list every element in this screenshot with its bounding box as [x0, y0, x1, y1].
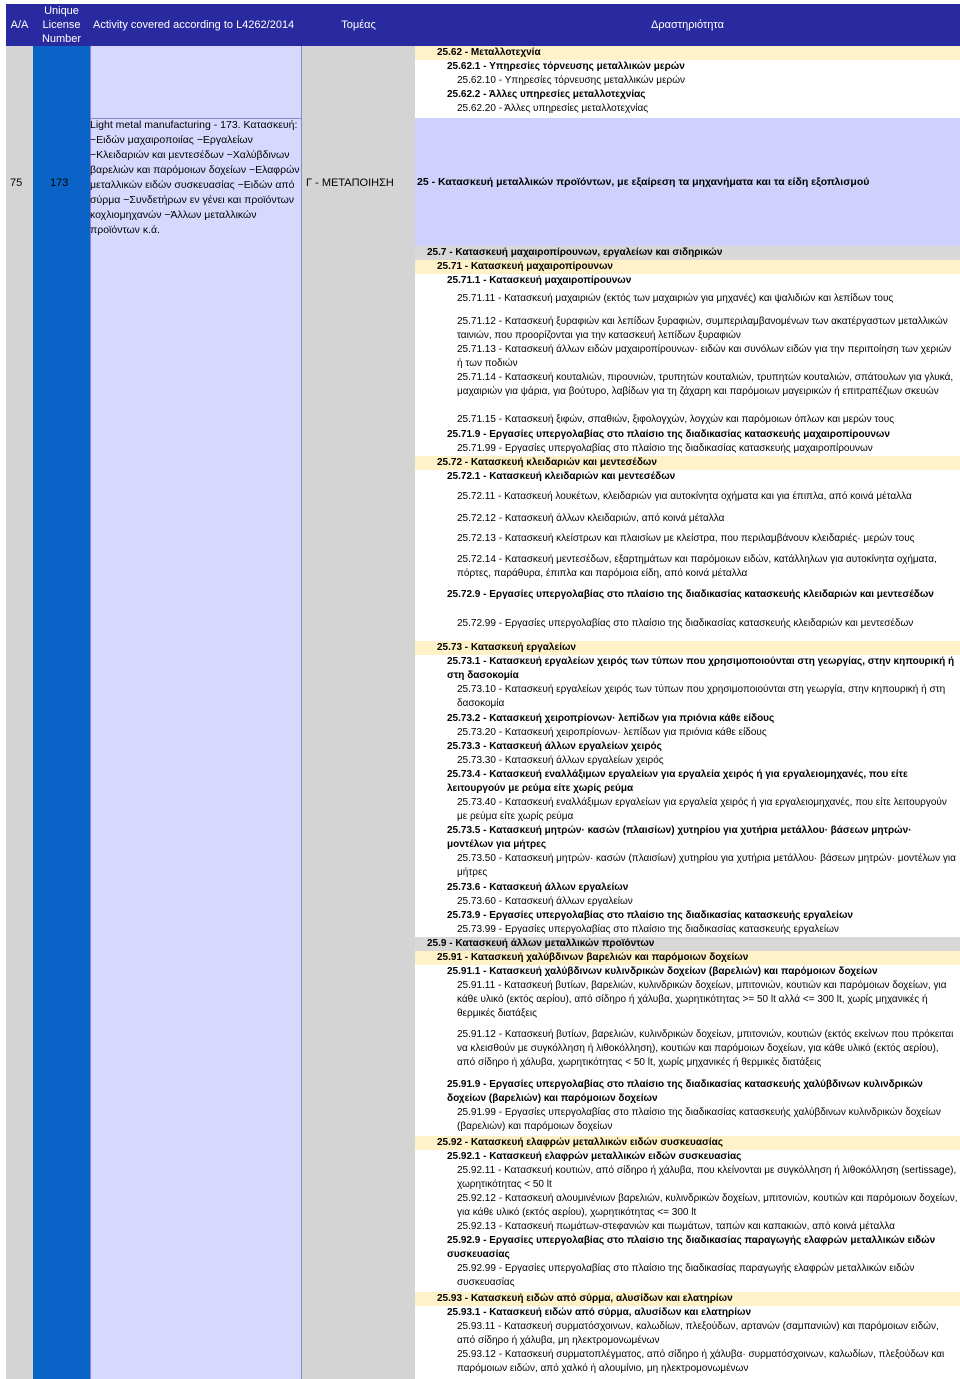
activity-item: 25.62.20 - Άλλες υπηρεσίες μεταλλοτεχνίας — [457, 103, 649, 114]
activity-item: 25.92.1 - Κατασκευή ελαφρών μεταλλικών ειδών συσκευασίας — [447, 1151, 742, 1162]
activity-item: 25.92.11 - Κατασκευή κουτιών, από σίδηρο ή χάλυβα, που κλείνονται με συγκόλληση ή λιθοκόλληση (sertissage), χωρητικότητας < 50 lt — [457, 1165, 957, 1190]
activity-item: 25.73 - Κατασκευή εργαλείων — [415, 641, 960, 655]
activity-item: 25.73.30 - Κατασκευή άλλων εργαλείων χειρός — [457, 755, 664, 766]
activity-item: 25.72.14 - Κατασκευή μεντεσέδων, εξαρτημάτων και παρόμοιων ειδών, κατάλληλων για αυτοκίνητα οχήματα, πόρτες, παράθυρα, έπιπλα και παρόμοια είδη, από κοινά μέταλλα — [457, 554, 937, 579]
license-number: 173 — [50, 177, 69, 189]
activity-item: 25.72 - Κατασκευή κλειδαριών και μεντεσέδων — [415, 456, 960, 470]
activity-item: 25.71.9 - Εργασίες υπεργολαβίας στο πλαίσιο της διαδικασίας κατασκευής μαχαιροπίρουνων — [447, 429, 890, 440]
activity-item: 25.93 - Κατασκευή ειδών από σύρμα, αλυσίδων και ελατηρίων — [415, 1292, 960, 1306]
activity-item: 25.73.10 - Κατασκευή εργαλείων χειρός των τύπων που χρησιμοποιούνται στη γεωργία, στην κηπουρική ή στη δασοκομία — [457, 684, 946, 709]
activity-item: 25.71.12 - Κατασκευή ξυραφιών και λεπίδων ξυραφιών, συμπεριλαμβανομένων των ακατέργαστων μεταλλικών ταινιών, που προορίζονται για την κατασκευή λεπίδων ξυραφιών — [457, 316, 948, 341]
header-aa: A/A — [6, 4, 33, 46]
activity-item: 25.72.1 - Κατασκευή κλειδαριών και μεντεσέδων — [447, 471, 676, 482]
activity-item: 25.92.13 - Κατασκευή πωμάτων-στεφανιών και πωμάτων, ταπών και καπακιών, από κοινά μέταλλα — [457, 1221, 895, 1232]
activity-item: 25.71.14 - Κατασκευή κουταλιών, πιρουνιών, τρυπητών κουταλιών, τρυπητών κουταλιών, σπάτουλων για γλυκά, μαχαιριών για ψάρια, για βούτυρο, λαβίδων για τη ζάχαρη και παρόμοιων μαγειρικών ή επιτραπέζιων σκευών — [457, 372, 954, 397]
header-activities: Δραστηριότητα — [415, 4, 960, 46]
activity-item: 25.71.99 - Εργασίες υπεργολαβίας στο πλαίσιο της διαδικασίας κατασκευής μαχαιροπίρουνων — [457, 443, 873, 454]
activity-item: 25.72.99 - Εργασίες υπεργολαβίας στο πλαίσιο της διαδικασίας κατασκευής κλειδαριών και μεντεσέδων — [457, 618, 914, 629]
activity-item: 25.92 - Κατασκευή ελαφρών μεταλλικών ειδών συσκευασίας — [415, 1136, 960, 1150]
activity-description: Light metal manufacturing - 173. Κατασκευή: −Ειδών μαχαιροποιίας −Εργαλείων −Κλειδαριών και μεντεσέδων −Χαλύβδινων βαρελιών και παρόμοιων δοχείων −Ελαφρών μεταλλικών ειδών συσκευασίας −Ειδών από σύρμα −Συνδετήρων εν γένει και προϊόντων κοχλιομηχανών −Άλλων μεταλλικών προϊόντων κ.ά. — [90, 119, 300, 236]
activity-item: 25 - Κατασκευή μεταλλικών προϊόντων, με εξαίρεση τα μηχανήματα και τα είδη εξοπλισμού — [415, 118, 960, 246]
activity-item: 25.73.6 - Κατασκευή άλλων εργαλείων — [447, 882, 629, 893]
activity-item: 25.91.12 - Κατασκευή βυτίων, βαρελιών, κυλινδρικών δοχείων, μπιτονιών, κουτιών (εκτός εκείνων που πρόκειται να κλεισθούν με συγκόλληση ή λιθοκόλληση), κουτιών και παρόμοιων δοχείων, για κάθε υλικό (εκτός αερίου), από σίδηρο ή χάλυβα, χωρητικότητας < 50 lt, χωρίς μηχανικές ή θερμικές διατάξεις — [457, 1029, 954, 1068]
activity-item: 25.93.11 - Κατασκευή συρματόσχοινων, καλωδίων, πλεξούδων, αρτανών (σαμπανιών) και παρόμοιων ειδών, από σίδηρο ή χάλυβα, μη ηλεκτρομονωμένων — [457, 1321, 939, 1346]
activity-item: 25.91.1 - Κατασκευή χαλύβδινων κυλινδρικών δοχείων (βαρελιών) και παρόμοιων δοχείων — [447, 966, 878, 977]
activity-item: 25.62.10 - Υπηρεσίες τόρνευσης μεταλλικών μερών — [457, 75, 686, 86]
aa-value: 75 — [10, 177, 23, 189]
activity-item: 25.72.9 - Εργασίες υπεργολαβίας στο πλαίσιο της διαδικασίας κατασκευής κλειδαριών και μεντεσέδων — [447, 589, 934, 600]
activity-item: 25.73.50 - Κατασκευή μητρών· κασών (πλαισίων) χυτηρίου για χυτήρια μετάλλου· βάσεων μητρών· μοντέλων για μήτρες — [457, 853, 956, 878]
activity-item: 25.73.40 - Κατασκευή εναλλάξιμων εργαλείων για εργαλεία χειρός ή για εργαλειομηχανές, που είτε λειτουργούν με ρεύμα είτε χωρίς ρεύμα — [457, 797, 947, 822]
activity-item: 25.73.2 - Κατασκευή χειροπρίονων· λεπίδων για πριόνια κάθε είδους — [447, 713, 775, 724]
activity-item: 25.92.99 - Εργασίες υπεργολαβίας στο πλαίσιο της διαδικασίας παραγωγής ελαφρών μεταλλικών ειδών συσκευασίας — [457, 1263, 915, 1288]
activity-item: 25.71 - Κατασκευή μαχαιροπίρουνων — [415, 260, 960, 274]
activity-item: 25.92.9 - Εργασίες υπεργολαβίας στο πλαίσιο της διαδικασίας παραγωγής ελαφρών μεταλλικών ειδών συσκευασίας — [447, 1235, 936, 1260]
activity-item: 25.73.3 - Κατασκευή άλλων εργαλείων χειρός — [447, 741, 662, 752]
activity-item: 25.93.1 - Κατασκευή ειδών από σύρμα, αλυσίδων και ελατηρίων — [447, 1307, 752, 1318]
activity-item: 25.7 - Κατασκευή μαχαιροπίρουνων, εργαλείων και σιδηρικών — [415, 246, 960, 260]
activity-column — [90, 46, 302, 1379]
activity-item: 25.72.13 - Κατασκευή κλείστρων και πλαισίων με κλείστρα, που περιλαμβάνουν κλειδαριές· μερών τους — [457, 533, 915, 544]
activity-item: 25.72.11 - Κατασκευή λουκέτων, κλειδαριών για αυτοκίνητα οχήματα και για έπιπλα, από κοινά μέταλλα — [457, 491, 912, 502]
sector-value: Γ - ΜΕΤΑΠΟΙΗΣΗ — [306, 177, 394, 189]
activity-item: 25.91.9 - Εργασίες υπεργολαβίας στο πλαίσιο της διαδικασίας κατασκευής χαλύβδινων κυλινδρικών δοχείων (βαρελιών) και παρόμοιων δοχείων — [447, 1079, 923, 1104]
activity-item: 25.9 - Κατασκευή άλλων μεταλλικών προϊόντων — [415, 937, 960, 951]
activity-item: 25.73.60 - Κατασκευή άλλων εργαλείων — [457, 896, 633, 907]
activity-item: 25.93.12 - Κατασκευή συρματοπλέγματος, από σίδηρο ή χάλυβα· συρματόσχοινων, καλωδίων, πλεξούδων και παρόμοιων ειδών, από χαλκό ή αλουμίνιο, μη ηλεκτρομονωμένων — [457, 1349, 945, 1374]
sector-column — [302, 46, 415, 1379]
activity-item: 25.62 - Μεταλλοτεχνία — [415, 46, 960, 60]
activity-item: 25.91 - Κατασκευή χαλύβδινων βαρελιών και παρόμοιων δοχείων — [415, 951, 960, 965]
activity-item: 25.72.12 - Κατασκευή άλλων κλειδαριών, από κοινά μέταλλα — [457, 513, 725, 524]
activity-item: 25.92.12 - Κατασκευή αλουμινένιων βαρελιών, κυλινδρικών δοχείων, μπιτονιών, κουτιών και παρόμοιων δοχείων, για κάθε υλικό (εκτός αερίου), χωρητικότητας <= 300 lt — [457, 1193, 958, 1218]
activity-item: 25.71.13 - Κατασκευή άλλων ειδών μαχαιροπίρουνων· ειδών και συνόλων ειδών για την περιποίηση των χεριών ή των ποδιών — [457, 344, 952, 369]
activity-item: 25.73.20 - Κατασκευή χειροπρίονων· λεπίδων για πριόνια κάθε είδους — [457, 727, 767, 738]
license-column — [33, 46, 90, 1379]
activity-item: 25.73.1 - Κατασκευή εργαλείων χειρός των τύπων που χρησιμοποιούνται στη γεωργίας, στην κηπουρική ή στη δασοκομία — [447, 656, 955, 681]
activity-item: 25.91.11 - Κατασκευή βυτίων, βαρελιών, κυλινδρικών δοχείων, μπιτονιών, κουτιών και παρόμοιων δοχείων, για κάθε υλικό (εκτός αερίου), από σίδηρο ή χάλυβα, χωρητικότητας >= 50 lt αλλά <= 300 lt, χωρίς μηχανικές ή θερμικές διατάξεις — [457, 980, 947, 1019]
header-activity: Activity covered according to L4262/2014 — [90, 4, 302, 46]
aa-column — [6, 46, 33, 1379]
activity-item: 25.71.15 - Κατασκευή ξιφών, σπαθιών, ξιφολογχών, λογχών και παρόμοιων όπλων και μερών τους — [457, 414, 895, 425]
activity-item: 25.73.4 - Κατασκευή εναλλάξιμων εργαλείων για εργαλεία χειρός ή για εργαλειομηχανές, που είτε λειτουργούν με ρεύμα είτε χωρίς ρεύμα — [447, 769, 908, 794]
activity-item: 25.73.5 - Κατασκευή μητρών· κασών (πλαισίων) χυτηρίου για χυτήρια μετάλλου· βάσεων μητρών· μοντέλων για μήτρες — [447, 825, 912, 850]
activity-item: 25.71.11 - Κατασκευή μαχαιριών (εκτός των μαχαιριών για μηχανές) και ψαλιδιών και λεπίδων τους — [457, 293, 894, 304]
header-sector: Τομέας — [302, 4, 415, 46]
activity-item: 25.62.1 - Υπηρεσίες τόρνευσης μεταλλικών μερών — [447, 61, 685, 72]
activity-item: 25.73.9 - Εργασίες υπεργολαβίας στο πλαίσιο της διαδικασίας κατασκευής εργαλείων — [447, 910, 853, 921]
activity-item: 25.73.99 - Εργασίες υπεργολαβίας στο πλαίσιο της διαδικασίας κατασκευής εργαλείων — [457, 924, 839, 935]
activity-item: 25.62.2 - Άλλες υπηρεσίες μεταλλοτεχνίας — [447, 89, 646, 100]
activity-item: 25.71.1 - Κατασκευή μαχαιροπίρουνων — [447, 275, 632, 286]
header-license: Unique License Number — [33, 4, 90, 46]
activity-item: 25.91.99 - Εργασίες υπεργολαβίας στο πλαίσιο της διαδικασίας κατασκευής χαλύβδινων κυλινδρικών δοχείων (βαρελιών) και παρόμοιων δοχείων — [457, 1107, 941, 1132]
